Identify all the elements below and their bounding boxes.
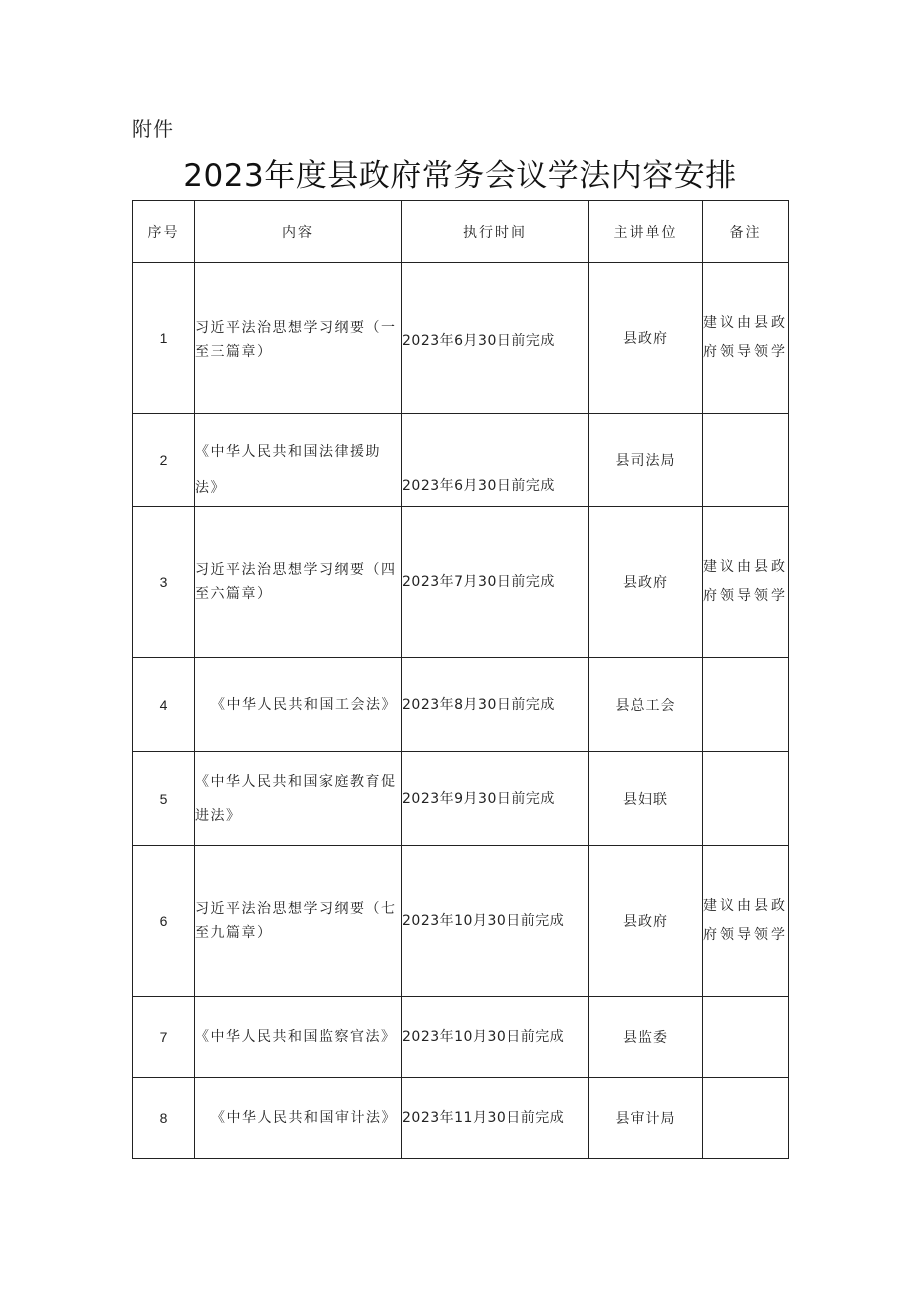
table-row <box>133 658 789 752</box>
row-remark <box>703 414 789 507</box>
row-time-text: 2023年11月30日前完成 <box>402 1110 565 1126</box>
row-content <box>195 414 402 507</box>
row-time <box>402 414 589 507</box>
row-no: 1 <box>133 263 195 414</box>
row-unit: 县审计局 <box>589 1078 703 1159</box>
row-content <box>195 263 402 414</box>
row-unit: 县政府 <box>589 507 703 658</box>
row-time <box>402 846 589 997</box>
row-unit: 县监委 <box>589 997 703 1078</box>
row-content <box>195 1078 402 1159</box>
row-time-text: 2023年7月30日前完成 <box>402 574 555 590</box>
row-content-text: 《中华人民共和国工会法》 <box>211 696 397 713</box>
table-row <box>133 752 789 846</box>
row-remark <box>703 1078 789 1159</box>
row-remark-text: 建议由县政府领导领学 <box>703 898 788 943</box>
row-unit: 县妇联 <box>589 752 703 846</box>
row-content-text: 《中华人民共和国家庭教育促进法》 <box>195 773 397 824</box>
header-content: 内容 <box>195 201 402 263</box>
row-time <box>402 997 589 1078</box>
row-remark-text: 建议由县政府领导领学 <box>703 315 788 360</box>
table-row <box>133 846 789 997</box>
row-time <box>402 752 589 846</box>
row-remark <box>703 997 789 1078</box>
row-content-text: 《中华人民共和国审计法》 <box>211 1110 397 1126</box>
row-no: 7 <box>133 997 195 1078</box>
header-unit: 主讲单位 <box>589 201 703 263</box>
table-row <box>133 263 789 414</box>
table-header-row <box>133 201 789 263</box>
row-time-text: 2023年10月30日前完成 <box>402 913 565 929</box>
row-unit: 县政府 <box>589 263 703 414</box>
row-time <box>402 263 589 414</box>
table-row <box>133 1078 789 1159</box>
schedule-table <box>132 200 789 1159</box>
annex-label: 附件 <box>132 117 174 141</box>
row-remark-text: 建议由县政府领导领学 <box>703 559 788 604</box>
row-time <box>402 507 589 658</box>
row-unit: 县总工会 <box>589 658 703 752</box>
table-row <box>133 997 789 1078</box>
header-remark: 备注 <box>703 201 789 263</box>
header-no: 序号 <box>133 201 195 263</box>
row-unit: 县政府 <box>589 846 703 997</box>
row-content <box>195 507 402 658</box>
row-remark <box>703 658 789 752</box>
row-no: 6 <box>133 846 195 997</box>
row-remark <box>703 507 789 658</box>
row-remark <box>703 263 789 414</box>
row-unit: 县司法局 <box>589 414 703 507</box>
row-content-text: 习近平法治思想学习纲要（四至六篇章） <box>195 562 397 602</box>
row-no: 4 <box>133 658 195 752</box>
row-time-text: 2023年6月30日前完成 <box>402 478 555 494</box>
row-no: 5 <box>133 752 195 846</box>
row-remark <box>703 752 789 846</box>
row-content-text: 《中华人民共和国法律援助法》 <box>195 444 381 496</box>
row-content-text: 习近平法治思想学习纲要（七至九篇章） <box>195 901 397 941</box>
row-remark <box>703 846 789 997</box>
row-content <box>195 997 402 1078</box>
header-time: 执行时间 <box>402 201 589 263</box>
row-content-text: 《中华人民共和国监察官法》 <box>195 1029 397 1045</box>
table-row <box>133 507 789 658</box>
row-no: 8 <box>133 1078 195 1159</box>
row-content <box>195 846 402 997</box>
row-content-text: 习近平法治思想学习纲要（一至三篇章） <box>195 320 397 360</box>
row-content <box>195 658 402 752</box>
row-no: 3 <box>133 507 195 658</box>
row-time-text: 2023年10月30日前完成 <box>402 1029 565 1045</box>
document-title: 2023年度县政府常务会议学法内容安排 <box>183 158 737 194</box>
row-time-text: 2023年6月30日前完成 <box>402 333 555 349</box>
row-time-text: 2023年8月30日前完成 <box>402 696 555 713</box>
row-time <box>402 1078 589 1159</box>
table-row <box>133 414 789 507</box>
row-no: 2 <box>133 414 195 507</box>
row-time <box>402 658 589 752</box>
row-time-text: 2023年9月30日前完成 <box>402 790 555 807</box>
row-content <box>195 752 402 846</box>
